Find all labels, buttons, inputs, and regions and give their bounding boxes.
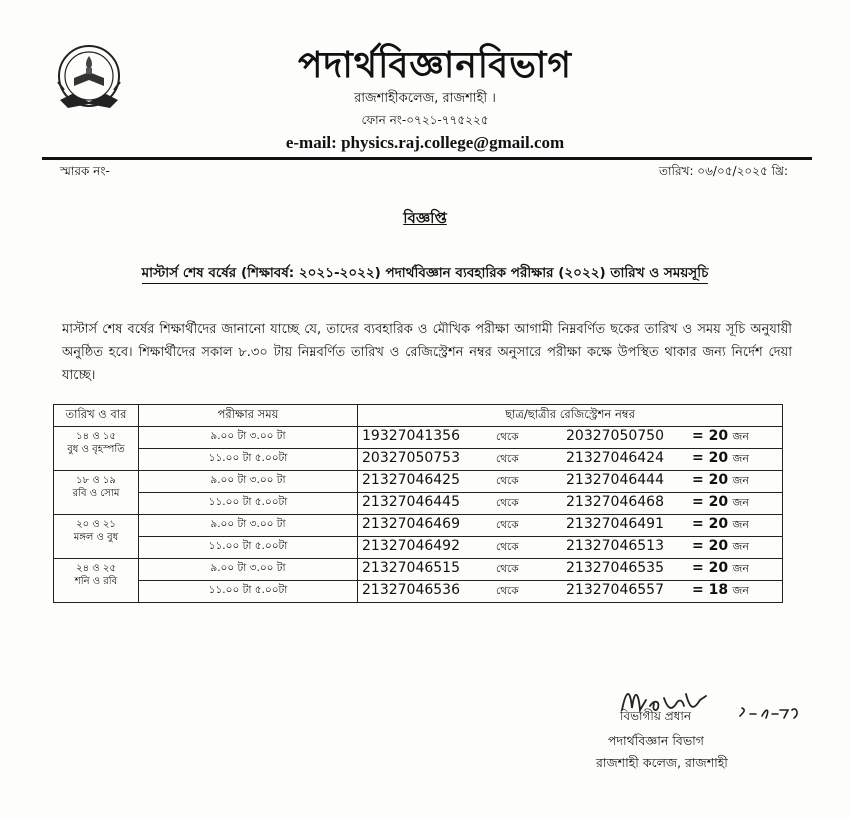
registration-range-cell xyxy=(358,515,783,537)
exam-time-cell: ১১.০০ টা ৫.০০টা xyxy=(139,449,358,471)
registration-range-cell xyxy=(358,449,783,471)
memo-reference: স্মারক নং- xyxy=(60,164,110,178)
exam-time-cell: ৯.০০ টা ৩.০০ টা xyxy=(139,427,358,449)
count-unit: জন xyxy=(732,452,749,465)
registration-to: 21327046557 xyxy=(566,582,664,598)
exam-schedule-table xyxy=(53,404,783,603)
exam-days: রবি ও সোম xyxy=(72,488,120,499)
table-row xyxy=(54,493,783,515)
registration-to: 21327046491 xyxy=(566,516,664,532)
notice-subject xyxy=(0,262,850,285)
table-row xyxy=(54,471,783,493)
exam-time-cell: ১১.০০ টা ৫.০০টা xyxy=(139,581,358,603)
date-day-cell xyxy=(54,559,139,603)
exam-time-cell: ১১.০০ টা ৫.০০টা xyxy=(139,537,358,559)
count-unit: জন xyxy=(732,430,749,443)
range-connector: থেকে xyxy=(496,585,519,597)
registration-range-cell xyxy=(358,581,783,603)
table-row xyxy=(54,581,783,603)
table-row xyxy=(54,449,783,471)
table-row xyxy=(54,559,783,581)
range-connector: থেকে xyxy=(496,541,519,553)
count-unit: জন xyxy=(732,584,749,597)
registration-to: 20327050750 xyxy=(566,428,664,444)
memo-date: তারিখ: ০৬/০৫/২০২৫ খ্রি: xyxy=(659,164,788,178)
student-count: = 20 xyxy=(692,516,729,532)
range-connector: থেকে xyxy=(496,497,519,509)
date-day-cell xyxy=(54,427,139,471)
registration-from: 21327046492 xyxy=(362,538,460,554)
phone-number: ফোন নং-০৭২১-৭৭৫২২৫ xyxy=(361,113,489,127)
signatory-department: পদার্থবিজ্ঞান বিভাগ xyxy=(608,733,704,748)
exam-time-cell: ৯.০০ টা ৩.০০ টা xyxy=(139,515,358,537)
department-title: পদার্থবিজ্ঞানবিভাগ xyxy=(297,45,572,86)
range-connector: থেকে xyxy=(496,453,519,465)
date-day-cell xyxy=(54,471,139,515)
header-time: পরীক্ষার সময় xyxy=(139,405,358,427)
registration-range-cell xyxy=(358,559,783,581)
student-count: = 20 xyxy=(692,560,729,576)
exam-dates: ২৪ ও ২৫ xyxy=(76,563,116,574)
exam-dates: ১৮ ও ১৯ xyxy=(76,475,116,486)
notice-heading: বিজ্ঞপ্তি xyxy=(403,209,447,227)
date-day-cell xyxy=(54,515,139,559)
range-connector: থেকে xyxy=(496,563,519,575)
student-count: = 20 xyxy=(692,428,729,444)
registration-from: 20327050753 xyxy=(362,450,460,466)
header-registration: ছাত্র/ছাত্রীর রেজিস্ট্রেশন নম্বর xyxy=(358,405,783,427)
count-unit: জন xyxy=(732,518,749,531)
table-row xyxy=(54,427,783,449)
registration-range-cell xyxy=(358,537,783,559)
registration-to: 21327046424 xyxy=(566,450,664,466)
table-row xyxy=(54,537,783,559)
student-count: = 20 xyxy=(692,494,729,510)
registration-from: 21327046515 xyxy=(362,560,460,576)
range-connector: থেকে xyxy=(496,431,519,443)
registration-to: 21327046468 xyxy=(566,494,664,510)
exam-dates: ১৪ ও ১৫ xyxy=(76,431,116,442)
registration-from: 19327041356 xyxy=(362,428,460,444)
count-unit: জন xyxy=(732,540,749,553)
exam-dates: ২০ ও ২১ xyxy=(76,519,116,530)
count-unit: জন xyxy=(732,562,749,575)
range-connector: থেকে xyxy=(496,475,519,487)
exam-time-cell: ৯.০০ টা ৩.০০ টা xyxy=(139,471,358,493)
notice-body: মাস্টার্স শেষ বর্ষের শিক্ষার্থীদের জানানো যাচ্ছে যে, তাদের ব্যবহারিক ও মৌখিক পরীক্ষা আগামী নিম্নবর্ণিত ছকের তারিখ ও সময় সূচি অনুযায়ী অনুষ্ঠিত হবে। শিক্ষার্থীদের সকাল ৮.৩০ টায় নিম্নবর্ণিত তারিখ ও রেজিস্ট্রেশন নম্বর অনুসারে পরীক্ষা কক্ষে উপস্থিত থাকার জন্য নির্দেশ দেয়া যাচ্ছে। xyxy=(62,322,792,383)
registration-to: 21327046535 xyxy=(566,560,664,576)
count-unit: জন xyxy=(732,496,749,509)
registration-from: 21327046445 xyxy=(362,494,460,510)
count-unit: জন xyxy=(732,474,749,487)
exam-time-cell: ১১.০০ টা ৫.০০টা xyxy=(139,493,358,515)
signatory-title: বিভাগীয় প্রধান xyxy=(620,709,692,723)
notice-subject-text: মাস্টার্স শেষ বর্ষের (শিক্ষাবর্ষ: ২০২১-২০২২) পদার্থবিজ্ঞান ব্যবহারিক পরীক্ষার (২০২২) তারিখ ও সময়সূচি xyxy=(142,265,709,284)
table-row xyxy=(54,515,783,537)
table-header-row xyxy=(54,405,783,427)
exam-days: শনি ও রবি xyxy=(74,576,118,587)
exam-time-cell: ৯.০০ টা ৩.০০ টা xyxy=(139,559,358,581)
student-count: = 20 xyxy=(692,450,729,466)
header-divider xyxy=(42,157,812,160)
registration-range-cell xyxy=(358,427,783,449)
registration-range-cell xyxy=(358,471,783,493)
header-date: তারিখ ও বার xyxy=(54,405,139,427)
registration-to: 21327046444 xyxy=(566,472,664,488)
college-address: রাজশাহীকলেজ, রাজশাহী । xyxy=(354,91,496,106)
signatory-institution: রাজশাহী কলেজ, রাজশাহী xyxy=(596,755,728,770)
registration-range-cell xyxy=(358,493,783,515)
range-connector: থেকে xyxy=(496,519,519,531)
registration-from: 21327046536 xyxy=(362,582,460,598)
student-count: = 20 xyxy=(692,472,729,488)
registration-from: 21327046469 xyxy=(362,516,460,532)
registration-to: 21327046513 xyxy=(566,538,664,554)
exam-days: মঙ্গল ও বুধ xyxy=(73,532,119,543)
email-address: e-mail: physics.raj.college@gmail.com xyxy=(285,133,565,152)
student-count: = 20 xyxy=(692,538,729,554)
exam-days: বুধ ও বৃহস্পতি xyxy=(67,444,125,455)
student-count: = 18 xyxy=(692,582,729,598)
registration-from: 21327046425 xyxy=(362,472,460,488)
